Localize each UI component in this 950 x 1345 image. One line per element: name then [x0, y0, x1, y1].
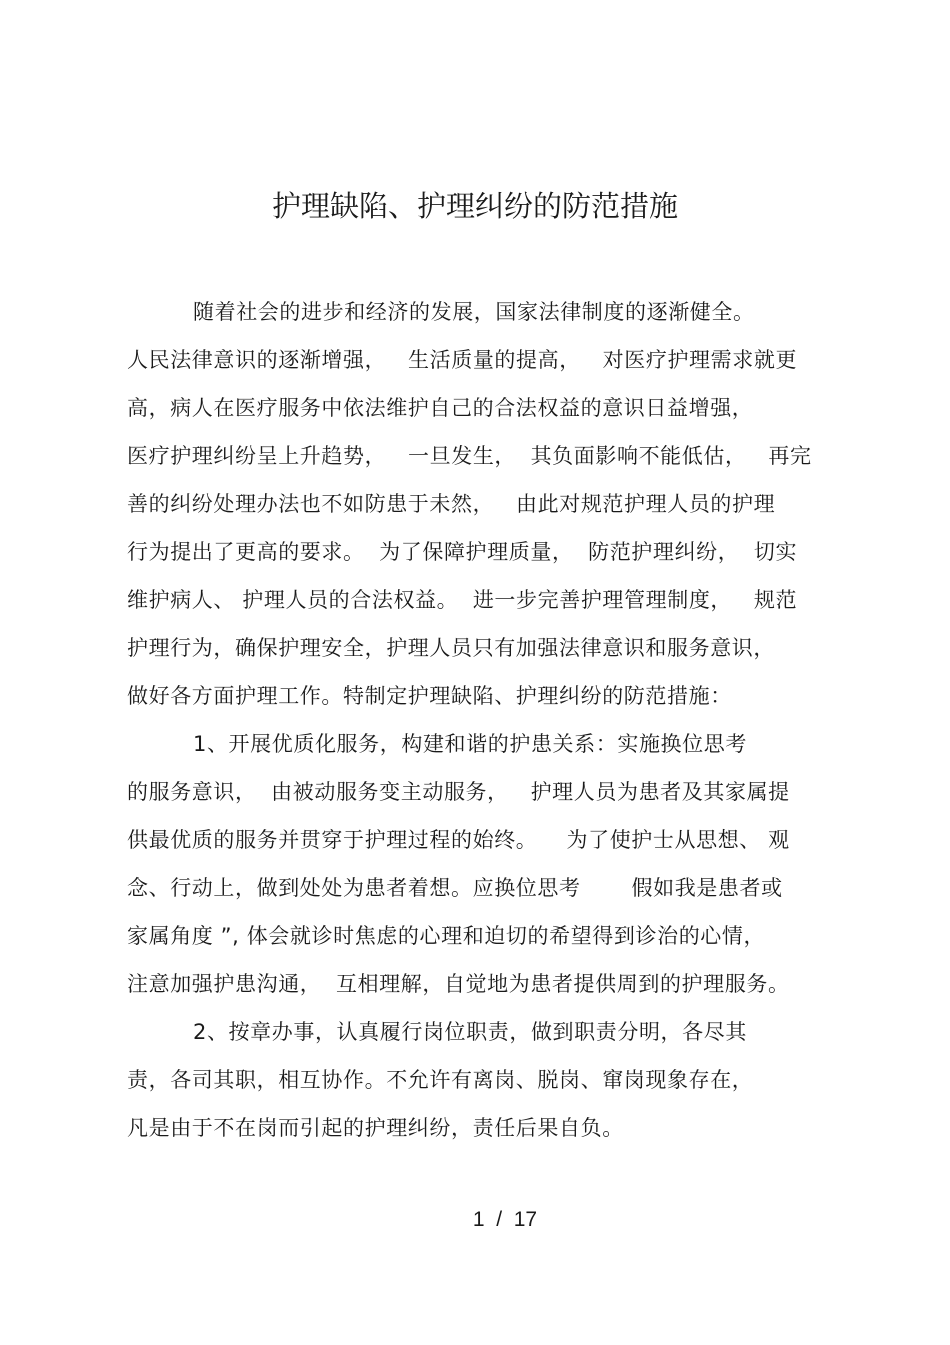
document-title: 护理缺陷、护理纠纷的防范措施 — [271, 189, 678, 223]
body-line: 凡是由于不在岗而引起的护理纠纷，责任后果自负。 — [127, 1116, 624, 1140]
body-line: 1、开展优质化服务，构建和谐的护患关系：实施换位思考 — [193, 732, 747, 756]
body-line: 护理行为，确保护理安全，护理人员只有加强法律意识和服务意识， — [127, 636, 775, 660]
body-line: 行为提出了更高的要求。 为了保障护理质量， 防范护理纠纷， 切实 — [127, 540, 798, 564]
body-line: 注意加强护患沟通， 互相理解，自觉地为患者提供周到的护理服务。 — [127, 972, 790, 996]
body-line: 医疗护理纠纷呈上升趋势， 一旦发生， 其负面影响不能低估， 再完 — [127, 444, 812, 468]
body-line: 随着社会的进步和经济的发展，国家法律制度的逐渐健全。 — [193, 300, 755, 324]
body-line: 人民法律意识的逐渐增强， 生活质量的提高， 对医疗护理需求就更 — [127, 348, 798, 372]
page-number: 1 / 17 — [472, 1208, 538, 1231]
body-line: 责，各司其职，相互协作。不允许有离岗、脱岗、窜岗现象存在， — [127, 1068, 754, 1092]
body-line: 善的纠纷处理办法也不如防患于未然， 由此对规范护理人员的护理 — [127, 492, 776, 516]
body-line: 供最优质的服务并贯穿于护理过程的始终。 为了使护士从思想、 观 — [127, 828, 790, 852]
body-line: 家属角度 ”, 体会就诊时焦虑的心理和迫切的希望得到诊治的心情， — [127, 924, 766, 948]
body-line: 做好各方面护理工作。特制定护理缺陷、护理纠纷的防范措施： — [127, 684, 732, 708]
body-line: 高，病人在医疗服务中依法维护自己的合法权益的意识日益增强， — [127, 396, 754, 420]
body-line: 2、按章办事，认真履行岗位职责，做到职责分明，各尽其 — [193, 1020, 747, 1044]
body-line: 维护病人、 护理人员的合法权益。 进一步完善护理管理制度， 规范 — [127, 588, 798, 612]
body-line: 的服务意识， 由被动服务变主动服务， 护理人员为患者及其家属提 — [127, 780, 790, 804]
body-line: 念、行动上，做到处处为患者着想。应换位思考 假如我是患者或 — [127, 876, 783, 900]
